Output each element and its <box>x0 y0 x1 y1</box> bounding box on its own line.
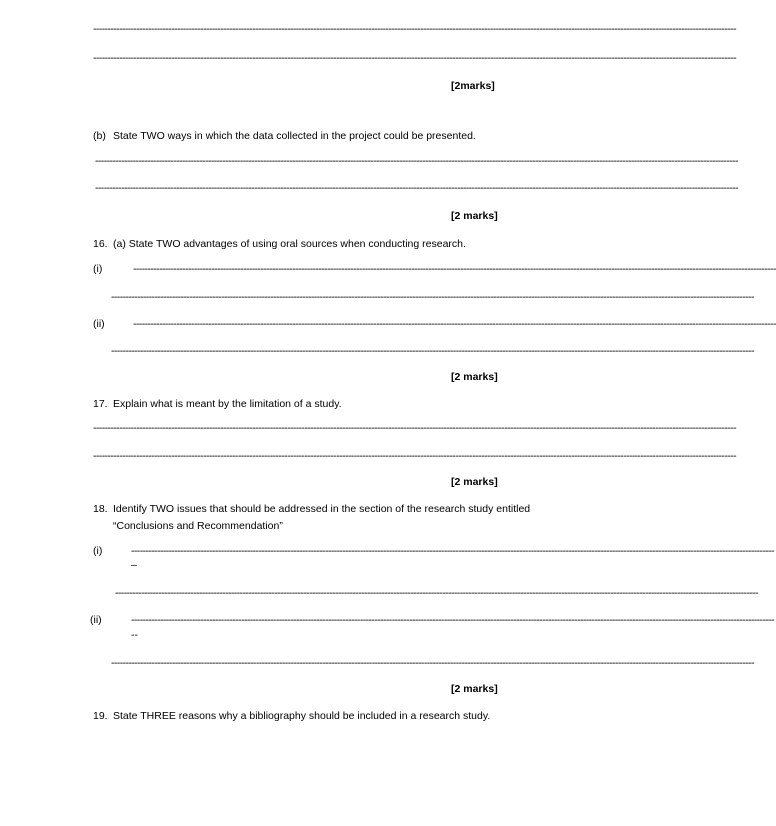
marks-label: [2marks] <box>451 80 495 92</box>
answer-line-continuation: -- <box>131 629 138 641</box>
answer-line: ------------------------------------------------------------------------------------------------------------------------------------------------------------------------------------------------------------------------------ <box>93 23 737 35</box>
answer-line: ------------------------------------------------------------------------------------------------------------------------------------------------------------------------------------------------------------------------------ <box>95 182 739 194</box>
answer-line: ------------------------------------------------------------------------------------------------------------------------------------------------------------------------------------------------------------------------------ <box>93 422 737 434</box>
question-16-number: 16. <box>93 238 108 250</box>
question-15b-label: (b) <box>93 130 106 142</box>
answer-line-continuation: – <box>131 559 137 571</box>
answer-line: ------------------------------------------------------------------------------------------------------------------------------------------------------------------------------------------------------------------------------ <box>93 52 737 64</box>
marks-label: [2 marks] <box>451 210 498 222</box>
question-17-number: 17. <box>93 398 108 410</box>
question-18-number: 18. <box>93 503 108 515</box>
answer-line: ------------------------------------------------------------------------------------------------------------------------------------------------------------------------------------------------------------------------------ <box>111 345 755 357</box>
question-19-number: 19. <box>93 710 108 722</box>
answer-line: ------------------------------------------------------------------------------------------------------------------------------------------------------------------------------------------------------------------------------ <box>95 155 739 167</box>
question-18-text-line1: Identify TWO issues that should be addressed in the section of the research study entitled <box>113 503 531 515</box>
question-17-text: Explain what is meant by the limitation of a study. <box>113 398 342 410</box>
item-ii-label: (ii) <box>93 318 105 330</box>
question-19-text: State THREE reasons why a bibliography should be included in a research study. <box>113 710 491 722</box>
answer-line: ------------------------------------------------------------------------------------------------------------------------------------------------------------------------------------------------------------------------------ <box>133 263 776 275</box>
answer-line: ------------------------------------------------------------------------------------------------------------------------------------------------------------------------------------------------------------------------------ <box>93 450 737 462</box>
answer-line: ------------------------------------------------------------------------------------------------------------------------------------------------------------------------------------------------------------------------------ <box>115 587 759 599</box>
answer-line: ------------------------------------------------------------------------------------------------------------------------------------------------------------------------------------------------------------------------------ <box>111 657 755 669</box>
item-i-label: (i) <box>93 263 103 275</box>
marks-label: [2 marks] <box>451 476 498 488</box>
answer-line: ------------------------------------------------------------------------------------------------------------------------------------------------------------------------------------------------------------------------------ <box>133 318 776 330</box>
question-15b-text: State TWO ways in which the data collected in the project could be presented. <box>113 130 476 142</box>
answer-line: ------------------------------------------------------------------------------------------------------------------------------------------------------------------------------------------------------------------------------ <box>111 291 755 303</box>
answer-line: ------------------------------------------------------------------------------------------------------------------------------------------------------------------------------------------------------------------------------ <box>131 614 775 626</box>
answer-line: ------------------------------------------------------------------------------------------------------------------------------------------------------------------------------------------------------------------------------ <box>131 545 775 557</box>
question-16-text: (a) State TWO advantages of using oral sources when conducting research. <box>113 238 466 250</box>
question-18-text-line2: “Conclusions and Recommendation” <box>113 520 283 532</box>
item-ii-label: (ii) <box>90 614 102 626</box>
item-i-label: (i) <box>93 545 103 557</box>
marks-label: [2 marks] <box>451 683 498 695</box>
marks-label: [2 marks] <box>451 371 498 383</box>
